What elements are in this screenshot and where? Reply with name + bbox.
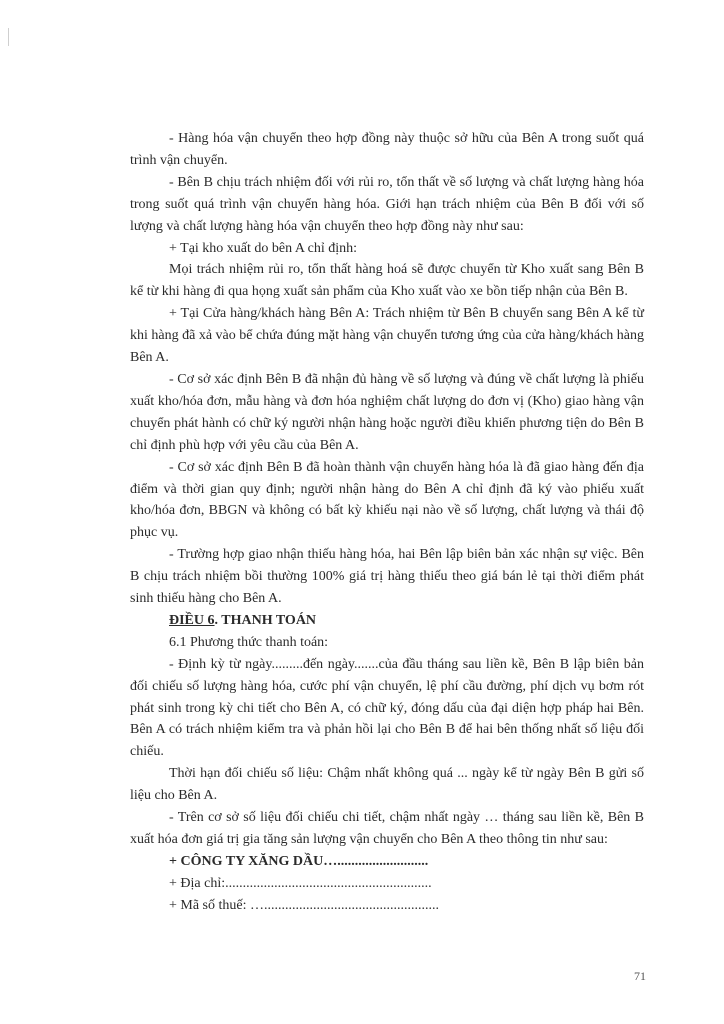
paragraph-completion-basis: - Cơ sở xác định Bên B đã hoàn thành vận chuyển hàng hóa là đã giao hàng đến địa điểm và thời gian quy định; người nhận hàng do Bên A chỉ định đã ký vào phiếu xuất kho/hóa đơn, BBGN và không có bất kỳ khiếu nại nào về số lượng, chất lượng và thái độ phục vụ. bbox=[130, 459, 644, 541]
paragraph-ownership: - Hàng hóa vận chuyển theo hợp đồng này thuộc sở hữu của Bên A trong suốt quá trình vận chuyển. bbox=[130, 131, 644, 168]
paragraph-reconciliation-deadline: Thời hạn đối chiếu số liệu: Chậm nhất không quá ... ngày kể từ ngày Bên B gửi số liệu cho Bên A. bbox=[130, 766, 644, 804]
heading-article-title: . THANH TOÁN bbox=[214, 612, 317, 628]
address-line: + Địa chỉ:........................................................... bbox=[169, 875, 432, 891]
page-body bbox=[130, 128, 644, 917]
paragraph-store-transfer: + Tại Cửa hàng/khách hàng Bên A: Trách nhiệm từ Bên B chuyển sang Bên A kể từ khi hàng đã xả vào bể chứa đúng mặt hàng vận chuyển tương ứng của cửa hàng/khách hàng Bên A. bbox=[130, 306, 644, 366]
paragraph-shortage: - Trường hợp giao nhận thiếu hàng hóa, hai Bên lập biên bản xác nhận sự việc. Bên B chịu trách nhiệm bồi thường 100% giá trị hàng thiếu theo giá bán lẻ tại thời điểm phát sinh thiếu hàng cho Bên A. bbox=[130, 547, 644, 607]
paragraph-receipt-basis: - Cơ sở xác định Bên B đã nhận đủ hàng về số lượng và đúng về chất lượng là phiếu xuất kho/hóa đơn, mẫu hàng và đơn hóa nghiệm chất lượng do đơn vị (Kho) giao hàng vận chuyển phát hành có chữ ký người nhận hàng hoặc người điều khiển phương tiện do Bên B chỉ định phù hợp với yêu cầu của Bên A. bbox=[130, 371, 644, 453]
section-heading-payment bbox=[130, 610, 644, 632]
tax-code-line: + Mã số thuế: ….................................................. bbox=[169, 897, 439, 913]
heading-article-number: ĐIỀU 6 bbox=[169, 612, 215, 628]
paragraph-liability: - Bên B chịu trách nhiệm đối với rủi ro, tổn thất về số lượng và chất lượng hàng hóa trong suốt quá trình vận chuyển hàng hóa. Giới hạn trách nhiệm của Bên B đối với số lượng và chất lượng hàng hóa vận chuyển theo hợp đồng này như sau: bbox=[130, 174, 644, 234]
paragraph-payment-method: 6.1 Phương thức thanh toán: bbox=[169, 634, 329, 650]
paragraph-warehouse-risk: Mọi trách nhiệm rủi ro, tổn thất hàng hoá sẽ được chuyển từ Kho xuất sang Bên B kể từ khi hàng đi qua họng xuất sản phẩm của Kho xuất vào xe bồn tiếp nhận của Bên B. bbox=[130, 262, 644, 300]
paragraph-invoice: - Trên cơ sở số liệu đối chiếu chi tiết, chậm nhất ngày … tháng sau liền kề, Bên B xuất hóa đơn giá trị gia tăng sản lượng vận chuyển cho Bên A theo thông tin như sau: bbox=[130, 810, 644, 847]
paragraph-warehouse-heading: + Tại kho xuất do bên A chỉ định: bbox=[169, 240, 358, 256]
company-line: + CÔNG TY XĂNG DẦU….......................... bbox=[169, 853, 429, 869]
page-number: 71 bbox=[634, 969, 646, 983]
paragraph-periodic-reconciliation: - Định kỳ từ ngày.........đến ngày.......của đầu tháng sau liền kề, Bên B lập biên bản đối chiếu số lượng hàng hóa, cước phí vận chuyển, lệ phí cầu đường, phí dịch vụ bơm rót phát sinh trong kỳ chi tiết cho Bên A, có chữ ký, đóng dấu của đại diện hợp pháp hai Bên. Bên A có trách nhiệm kiểm tra và phản hồi lại cho Bên B để hai bên thống nhất số liệu đối chiếu. bbox=[130, 656, 644, 760]
scan-margin-mark bbox=[8, 28, 9, 46]
